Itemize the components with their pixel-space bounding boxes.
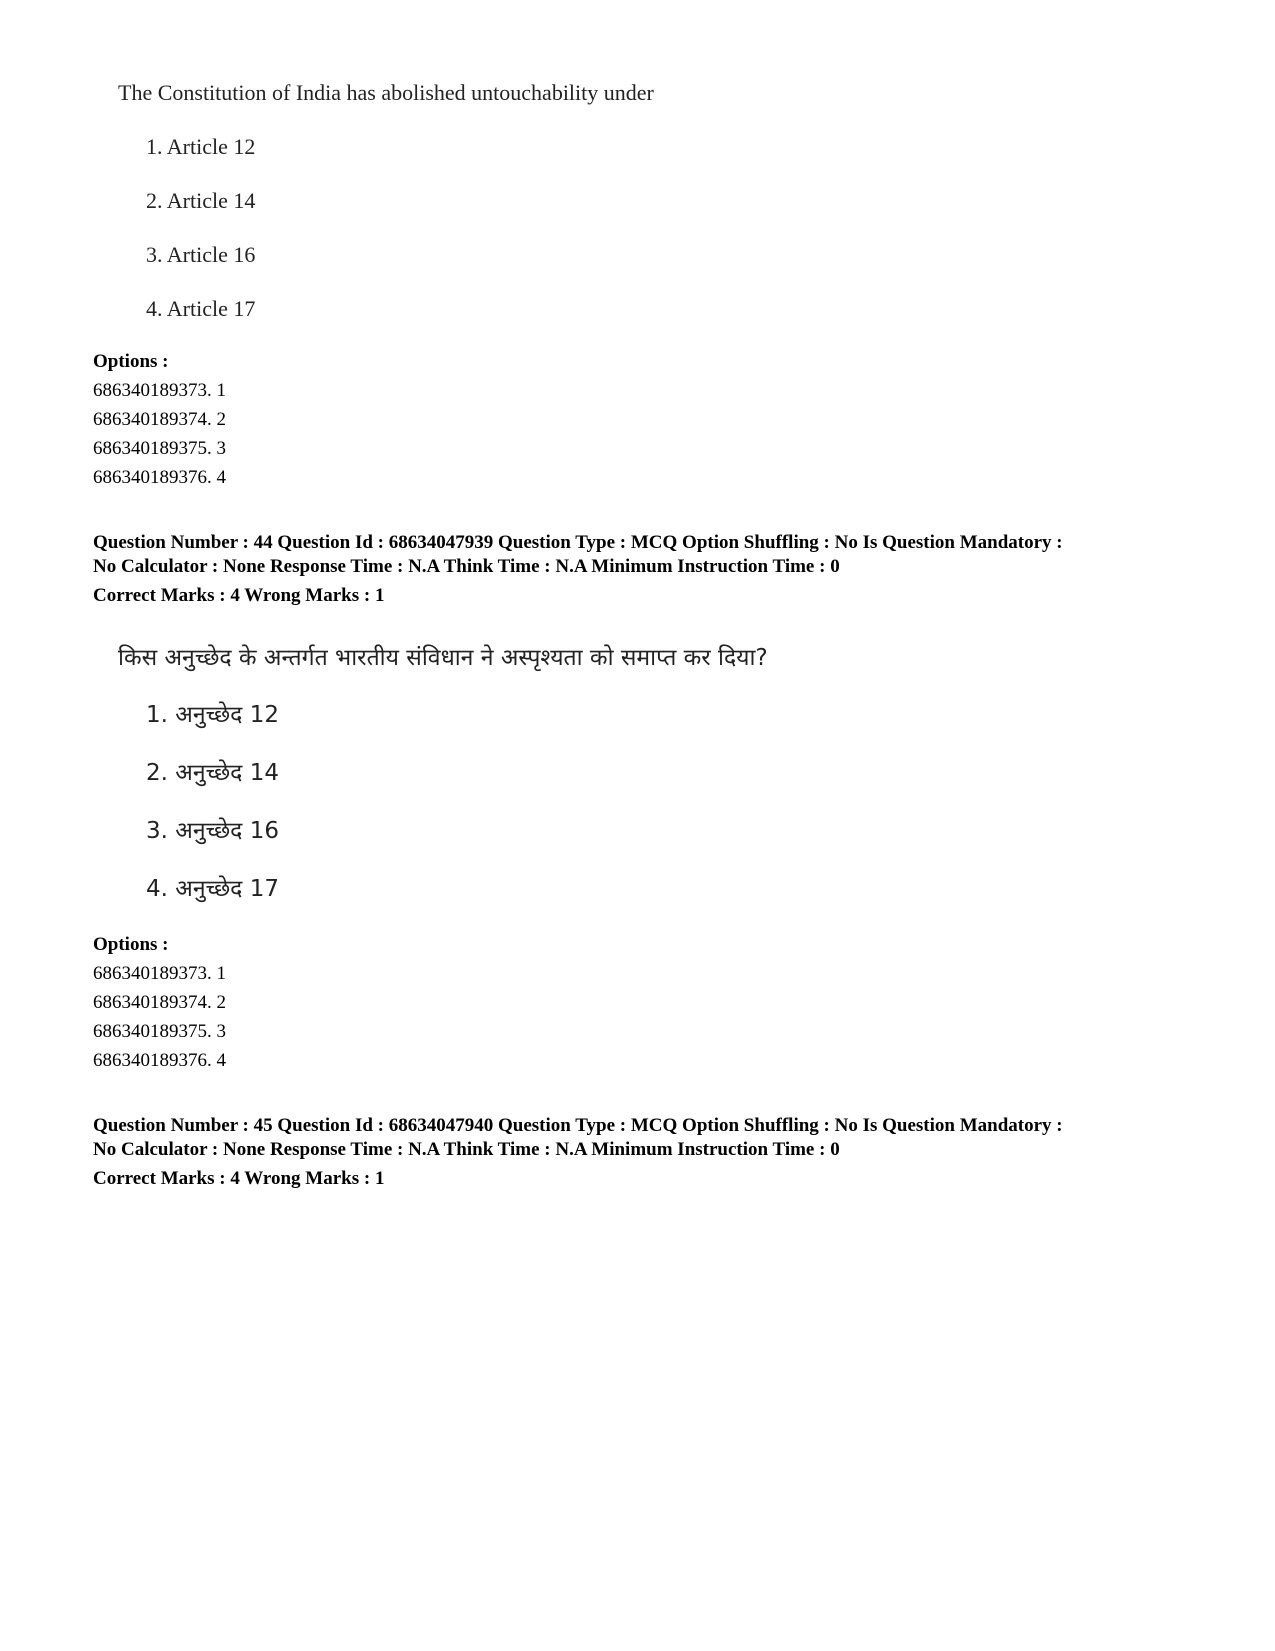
question-choice-english-1: 1. Article 12 [146, 134, 256, 159]
option-id-line: 686340189376. 4 [93, 1050, 226, 1071]
question-meta-line-2: No Calculator : None Response Time : N.A Think Time : N.A Minimum Instruction Time : 0 [93, 1139, 840, 1160]
question-choice-hindi-3: 3. अनुच्छेद 16 [146, 818, 279, 844]
question-choice-hindi-2: 2. अनुच्छेद 14 [146, 760, 279, 786]
options-label: Options : [93, 934, 169, 955]
question-meta-line-1: Question Number : 45 Question Id : 68634047940 Question Type : MCQ Option Shuffling : No Is Question Mandatory : [93, 1115, 1063, 1136]
option-id-line: 686340189373. 1 [93, 380, 226, 401]
option-id-line: 686340189373. 1 [93, 963, 226, 984]
option-id-line: 686340189375. 3 [93, 438, 226, 459]
question-stem-hindi: किस अनुच्छेद के अन्तर्गत भारतीय संविधान ने अस्पृश्यता को समाप्त कर दिया? [118, 645, 768, 671]
question-marks: Correct Marks : 4 Wrong Marks : 1 [93, 1168, 385, 1189]
option-id-line: 686340189374. 2 [93, 992, 226, 1013]
question-choice-hindi-4: 4. अनुच्छेद 17 [146, 876, 279, 902]
question-meta-line-2: No Calculator : None Response Time : N.A Think Time : N.A Minimum Instruction Time : 0 [93, 556, 840, 577]
question-choice-english-2: 2. Article 14 [146, 188, 256, 213]
option-id-line: 686340189375. 3 [93, 1021, 226, 1042]
question-choice-english-4: 4. Article 17 [146, 296, 256, 321]
options-label: Options : [93, 351, 169, 372]
question-marks: Correct Marks : 4 Wrong Marks : 1 [93, 585, 385, 606]
question-meta-line-1: Question Number : 44 Question Id : 68634047939 Question Type : MCQ Option Shuffling : No Is Question Mandatory : [93, 532, 1063, 553]
option-id-line: 686340189376. 4 [93, 467, 226, 488]
option-id-line: 686340189374. 2 [93, 409, 226, 430]
question-choice-english-3: 3. Article 16 [146, 242, 256, 267]
question-stem-english: The Constitution of India has abolished untouchability under [118, 80, 654, 105]
question-choice-hindi-1: 1. अनुच्छेद 12 [146, 702, 279, 728]
